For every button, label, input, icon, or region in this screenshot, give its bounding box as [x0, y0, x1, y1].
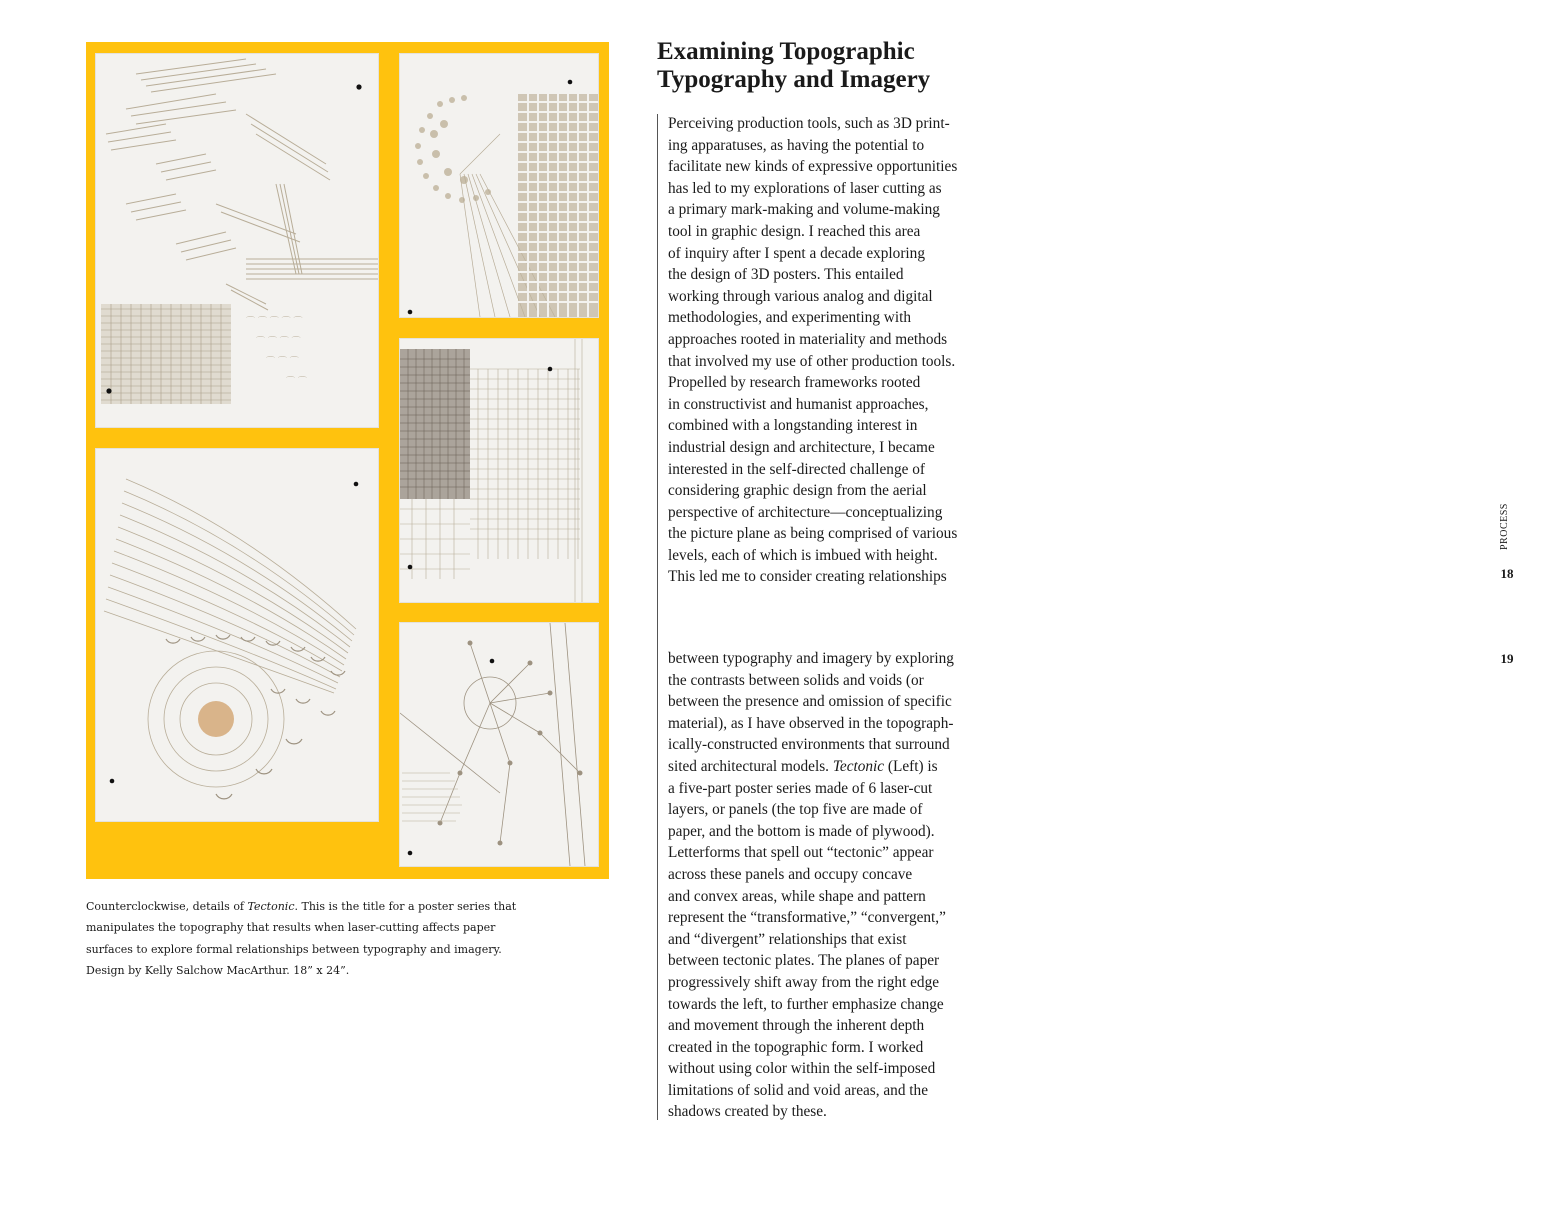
section-label: PROCESS [1499, 503, 1510, 551]
body-line: interested in the self-directed challenge of [668, 460, 925, 478]
photo-tectonic-detail-fan-and-circle [95, 448, 379, 822]
photo-tectonic-detail-dot-pattern [399, 53, 599, 318]
photo-tectonic-detail-network [399, 622, 599, 867]
svg-text:⌒ ⌒: ⌒ ⌒ [286, 377, 307, 387]
body-line: ing apparatuses, as having the potential to [668, 136, 925, 154]
body-line: Propelled by research frameworks rooted [668, 374, 921, 392]
body-line: ically-constructed environments that surround [668, 736, 950, 754]
body-line: methodologies, and experimenting with [668, 309, 912, 327]
body-line-rest: (Left) is [884, 757, 938, 775]
article-heading [657, 38, 1017, 93]
body-line: progressively shift away from the right edge [668, 973, 940, 991]
laser-cut-radiating-lines-graphic [96, 54, 378, 427]
body-line: created in the topographic form. I worked [668, 1038, 924, 1056]
page-number-right: 19 [1500, 651, 1514, 666]
body-paragraph-2 [668, 648, 1003, 1123]
body-line: approaches rooted in materiality and methods [668, 330, 948, 348]
body-line: across these panels and occupy concave [668, 865, 913, 883]
body-line: without using color within the self-imposed [668, 1060, 936, 1078]
body-line: working through various analog and digital [668, 287, 933, 305]
body-line: considering graphic design from the aerial [668, 482, 927, 500]
body-line: between tectonic plates. The planes of paper [668, 952, 940, 970]
body-line: combined with a longstanding interest in [668, 417, 918, 435]
laser-cut-dot-pattern-graphic [400, 54, 598, 317]
photo-tectonic-detail-radiating-lines [95, 53, 379, 428]
svg-text:⌒ ⌒ ⌒ ⌒: ⌒ ⌒ ⌒ ⌒ [256, 337, 301, 347]
body-line: industrial design and architecture, I became [668, 438, 935, 456]
caption-title-italic: Tectonic [247, 900, 295, 913]
body-line: facilitate new kinds of expressive opportunities [668, 158, 958, 176]
body-line: has led to my explorations of laser cutting as [668, 179, 942, 197]
body-line: in constructivist and humanist approaches, [668, 395, 929, 413]
body-line: Letterforms that spell out “tectonic” appear [668, 844, 934, 862]
body-line: paper, and the bottom is made of plywood). [668, 822, 935, 840]
body-line: between typography and imagery by exploring [668, 650, 954, 667]
laser-cut-fan-and-circle-graphic [96, 449, 378, 821]
body-line: limitations of solid and void areas, and the [668, 1081, 928, 1099]
body-line: shadows created by these. [668, 1103, 827, 1121]
body-line: a primary mark-making and volume-making [668, 201, 940, 219]
svg-text:⌒ ⌒ ⌒: ⌒ ⌒ ⌒ [266, 357, 299, 367]
body-line: and convex areas, while shape and pattern [668, 887, 926, 905]
body-line: levels, each of which is imbued with height. [668, 546, 938, 564]
body-paragraph-1 [668, 113, 1003, 588]
body-italic-title: Tectonic [832, 757, 885, 775]
body-line: that involved my use of other production tools. [668, 352, 956, 370]
column-rule [657, 114, 658, 1120]
photo-tectonic-detail-grid [399, 338, 599, 603]
body-line: tool in graphic design. I reached this area [668, 222, 921, 240]
photo-caption [86, 896, 536, 981]
caption-lead: Counterclockwise, details of [86, 900, 248, 913]
body-line-with-italic [668, 756, 1003, 778]
body-line: layers, or panels (the top five are made of [668, 801, 923, 819]
body-line: between the presence and omission of specific [668, 693, 952, 711]
heading-line-1: Examining Topographic [657, 38, 915, 65]
body-line: the picture plane as being comprised of various [668, 525, 958, 543]
caption-rest: . This is the title for a poster series that manipulates the topography that results when laser-cutting affects paper surfaces to explore formal relationships between typography and imagery. Design by Kelly Salchow MacArthur. 18” x 24”. [86, 900, 517, 977]
body-line: material), as I have observed in the topograph- [668, 714, 954, 732]
body-line: and “divergent” relationships that exist [668, 930, 907, 948]
body-line: a five-part poster series made of 6 laser-cut [668, 779, 933, 797]
heading-line-2: Typography and Imagery [657, 65, 931, 93]
laser-cut-network-graphic [400, 623, 598, 866]
body-line: Perceiving production tools, such as 3D print- [668, 115, 950, 132]
body-line: and movement through the inherent depth [668, 1017, 925, 1035]
page-number-left: 18 [1500, 566, 1514, 581]
body-line: This led me to consider creating relationships [668, 568, 947, 586]
laser-cut-grid-graphic [400, 339, 598, 602]
body-line: perspective of architecture—conceptualizing [668, 503, 943, 521]
svg-text:⌒ ⌒ ⌒ ⌒ ⌒: ⌒ ⌒ ⌒ ⌒ ⌒ [246, 317, 303, 327]
body-line: of inquiry after I spent a decade exploring [668, 244, 925, 262]
body-line: the design of 3D posters. This entailed [668, 266, 904, 284]
body-line: represent the “transformative,” “convergent,” [668, 909, 946, 927]
body-line: sited architectural models. [668, 757, 829, 775]
body-line: towards the left, to further emphasize change [668, 995, 944, 1013]
body-line: the contrasts between solids and voids (or [668, 671, 924, 689]
